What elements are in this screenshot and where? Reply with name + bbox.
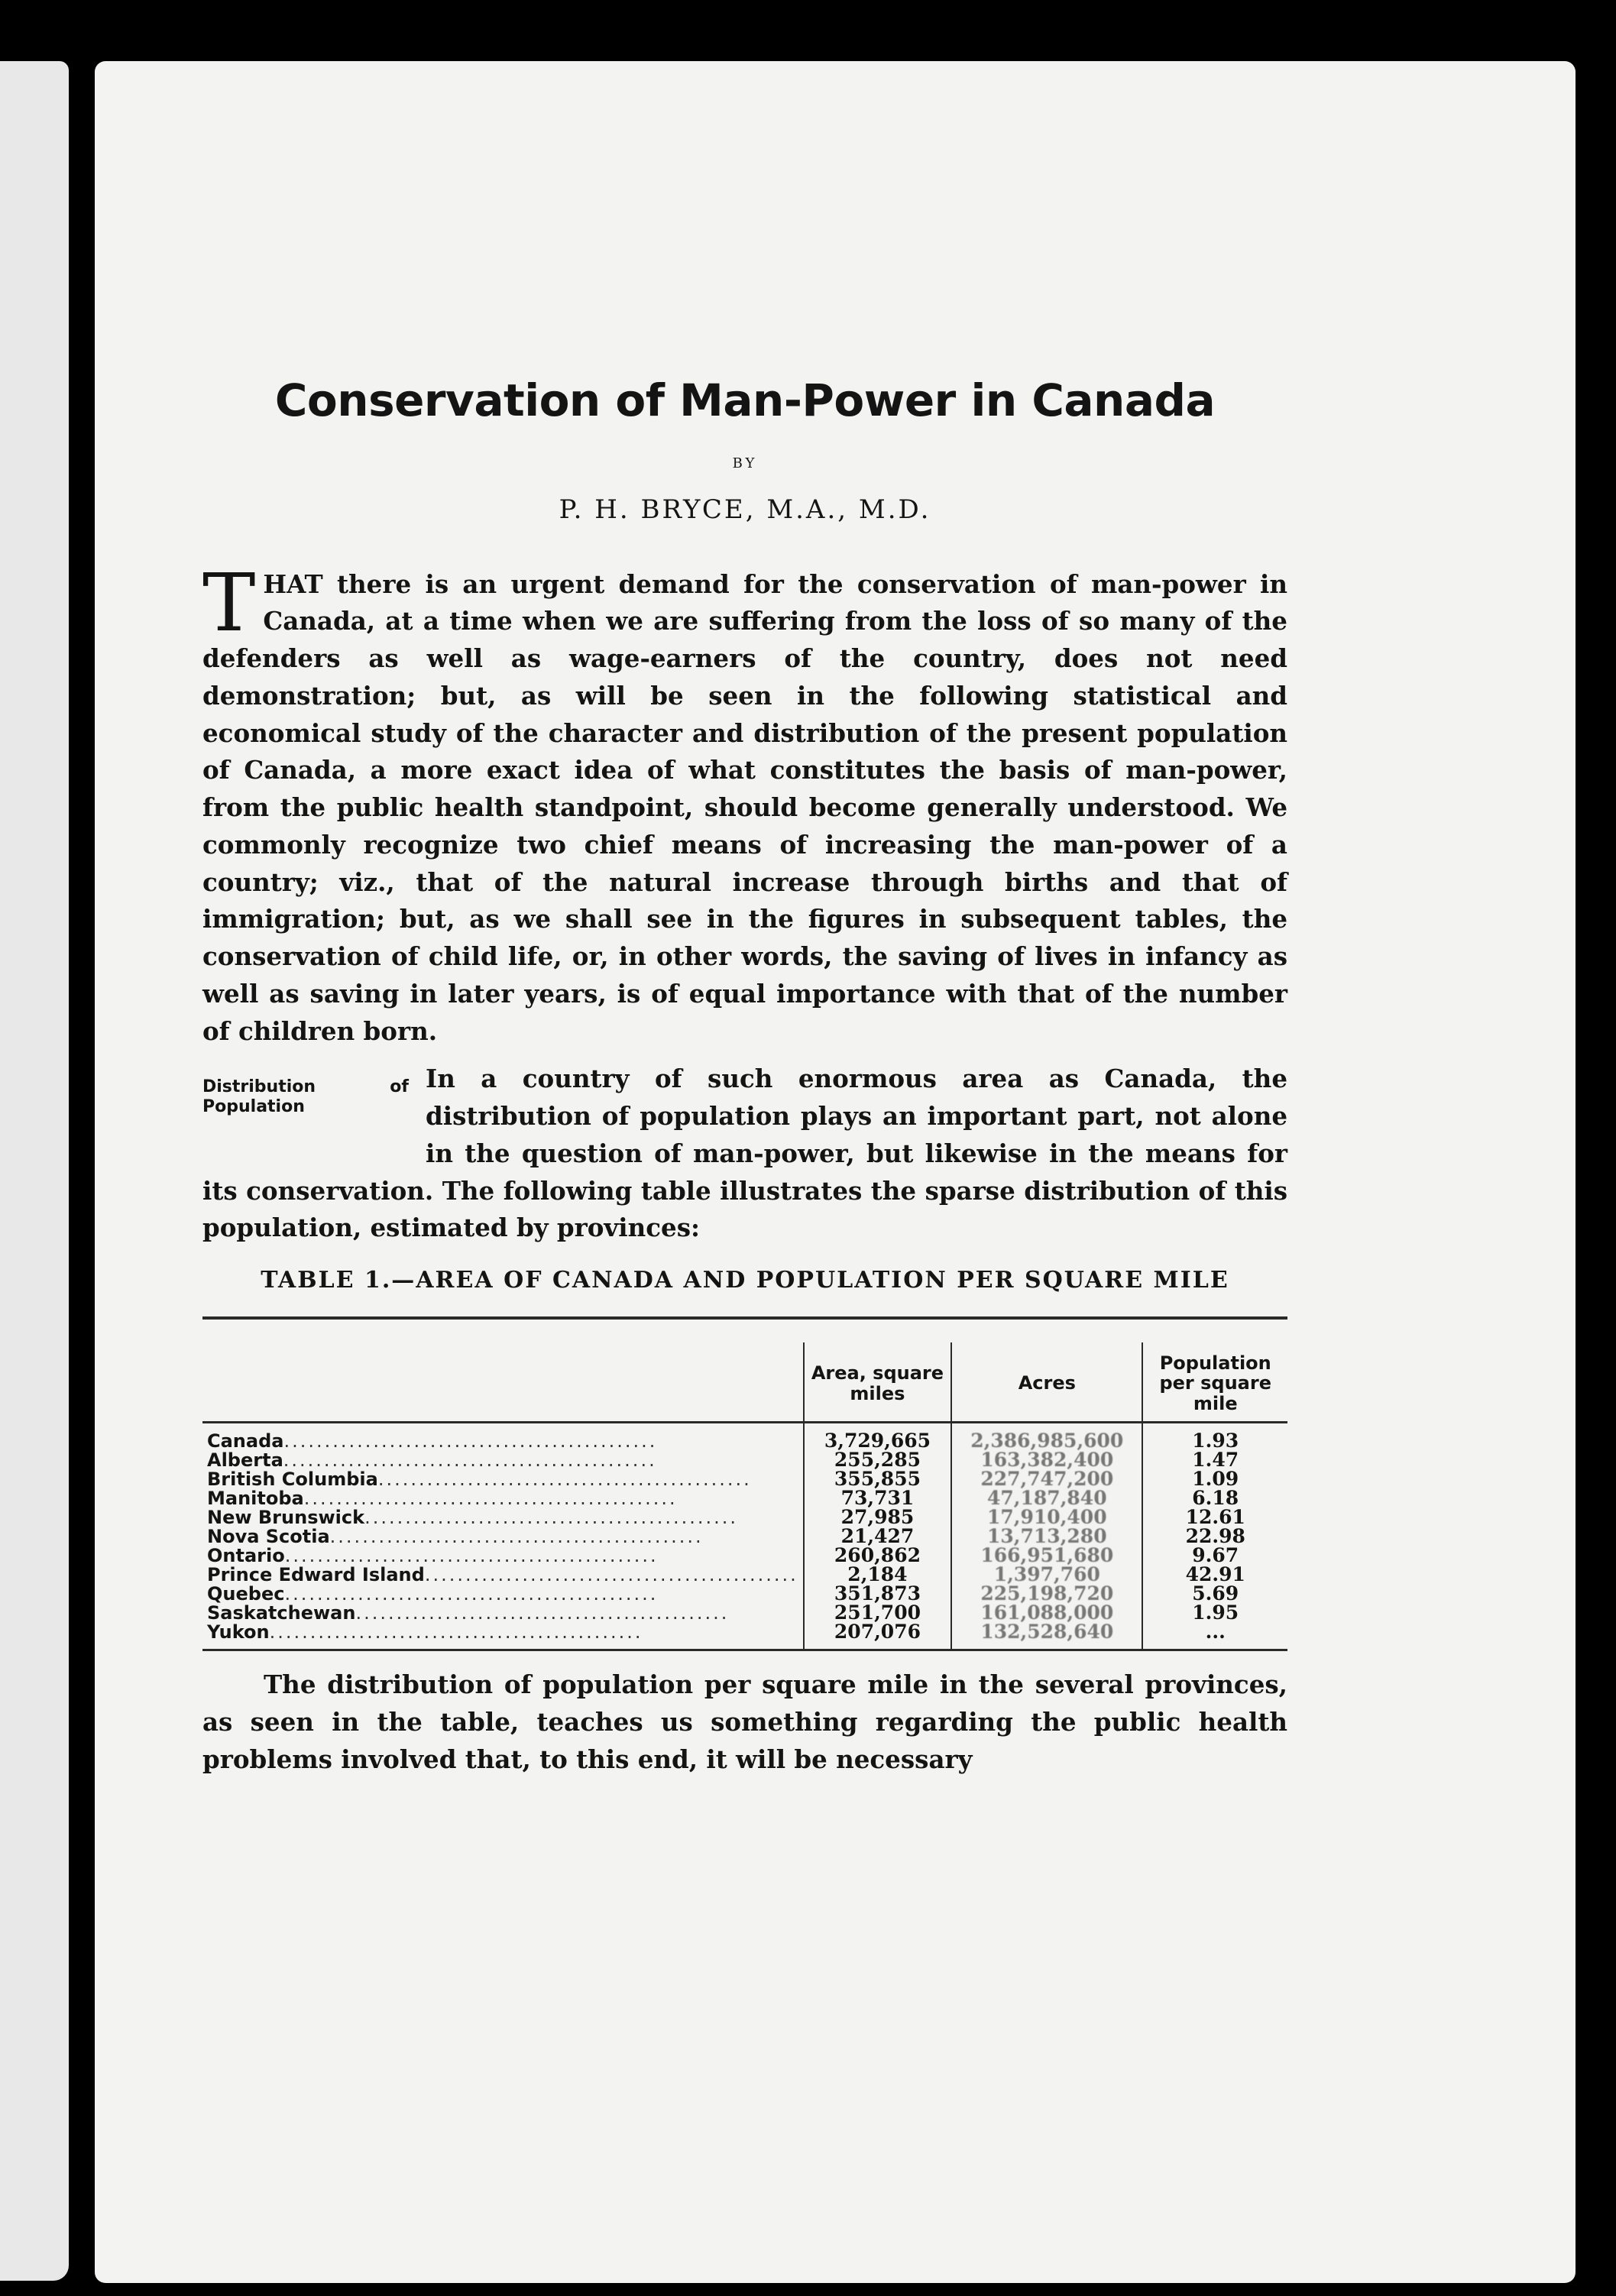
drop-cap: T xyxy=(202,555,256,649)
leader-dots: .............................................. xyxy=(269,1622,643,1643)
row-province-name xyxy=(202,1423,804,1451)
intro-paragraph xyxy=(202,555,1287,1051)
row-density-value: 9.67 xyxy=(1142,1546,1287,1565)
row-province-name xyxy=(202,1469,804,1488)
author-name: P. H. BRYCE, M.A., M.D. xyxy=(559,494,931,525)
row-acres-value: 227,747,200 xyxy=(951,1469,1142,1488)
row-area-value: 27,985 xyxy=(804,1507,951,1527)
table-body xyxy=(202,1423,1287,1650)
row-area-value: 21,427 xyxy=(804,1527,951,1546)
header-density: Population per square mile xyxy=(1142,1342,1287,1423)
leader-dots: .............................................. xyxy=(284,1546,659,1566)
table-row xyxy=(202,1565,1287,1584)
table-row xyxy=(202,1584,1287,1603)
table-row xyxy=(202,1488,1287,1507)
row-acres-value: 166,951,680 xyxy=(951,1546,1142,1565)
row-acres-value: 17,910,400 xyxy=(951,1507,1142,1527)
table-row xyxy=(202,1423,1287,1451)
province-name: Prince Edward Island xyxy=(207,1565,425,1585)
row-province-name xyxy=(202,1507,804,1527)
row-province-name xyxy=(202,1527,804,1546)
byline-label: BY xyxy=(732,455,758,471)
row-area-value: 255,285 xyxy=(804,1450,951,1469)
province-name: Saskatchewan xyxy=(207,1603,356,1623)
table-row xyxy=(202,1450,1287,1469)
row-density-value: 12.61 xyxy=(1142,1507,1287,1527)
population-table xyxy=(202,1342,1287,1649)
row-area-value: 207,076 xyxy=(804,1622,951,1649)
row-province-name xyxy=(202,1603,804,1622)
intro-paragraph-text: HAT there is an urgent demand for the conservation of man-power in Canada, at a time when we are suffering from the loss of so many of the defenders as well as wage-earners of the country, does not need demonstration; but, as will be seen in the following statistical and economical study of the character and distribution of the present population of Canada, a more exact idea of what constitutes the basis of man-power, from the public health standpoint, should become generally understood. We commonly recognize two chief means of increasing the man-power of a country; viz., that of the natural increase through births and that of immigration; but, as we shall see in the figures in subsequent tables, the conservation of child life, or, in other words, the saving of lives in infancy as well as saving in later years, is of equal importance with that of the number of children born. xyxy=(202,568,1287,1046)
row-density-value: 22.98 xyxy=(1142,1527,1287,1546)
page-content xyxy=(202,374,1287,1779)
province-name: Nova Scotia xyxy=(207,1527,330,1546)
row-area-value: 3,729,665 xyxy=(804,1423,951,1451)
leader-dots: .............................................. xyxy=(283,1450,657,1470)
header-area: Area, square miles xyxy=(804,1342,951,1423)
closing-paragraph: The distribution of population per square mile in the several provinces, as seen in the table, teaches us something regarding the public health problems involved that, to this end, it will be necessary xyxy=(202,1669,1287,1774)
leader-dots: .............................................. xyxy=(284,1584,659,1604)
table-row xyxy=(202,1603,1287,1622)
table-bottom-rule xyxy=(202,1649,1287,1651)
leader-dots: .............................................. xyxy=(329,1527,704,1546)
distribution-paragraph-text: In a country of such enormous area as Canada, the distribution of population plays an important part, not alone in the question of man-power, but likewise in the means for its conservation. The following table illustrates the sparse distribution of this population, estimated by provinces: xyxy=(202,1064,1287,1243)
row-province-name xyxy=(202,1565,804,1584)
row-density-value: 1.47 xyxy=(1142,1450,1287,1469)
province-name: Alberta xyxy=(207,1450,283,1470)
row-acres-value: 225,198,720 xyxy=(951,1584,1142,1603)
province-name: New Brunswick xyxy=(207,1507,365,1527)
row-area-value: 2,184 xyxy=(804,1565,951,1584)
row-density-value: 1.93 xyxy=(1142,1423,1287,1451)
row-acres-value: 1,397,760 xyxy=(951,1565,1142,1584)
row-area-value: 260,862 xyxy=(804,1546,951,1565)
table-title: TABLE 1.—AREA OF CANADA AND POPULATION PER SQUARE MILE xyxy=(261,1267,1229,1294)
row-area-value: 355,855 xyxy=(804,1469,951,1488)
adjacent-page-edge xyxy=(0,61,69,2281)
row-acres-value: 161,088,000 xyxy=(951,1603,1142,1622)
row-province-name xyxy=(202,1584,804,1603)
row-density-value: 5.69 xyxy=(1142,1584,1287,1603)
row-acres-value: 132,528,640 xyxy=(951,1622,1142,1649)
row-acres-value: 2,386,985,600 xyxy=(951,1423,1142,1451)
province-name: Yukon xyxy=(207,1622,270,1643)
province-name: Quebec xyxy=(207,1584,285,1604)
row-province-name xyxy=(202,1546,804,1565)
table-row xyxy=(202,1546,1287,1565)
row-province-name xyxy=(202,1622,804,1649)
table-row xyxy=(202,1527,1287,1546)
leader-dots: .............................................. xyxy=(283,1430,658,1451)
row-area-value: 73,731 xyxy=(804,1488,951,1507)
population-table-block xyxy=(202,1316,1287,1651)
leader-dots: .............................................. xyxy=(424,1565,798,1585)
row-area-value: 351,873 xyxy=(804,1584,951,1603)
table-row xyxy=(202,1469,1287,1488)
row-density-value: 6.18 xyxy=(1142,1488,1287,1507)
province-name: Canada xyxy=(207,1430,284,1451)
header-acres: Acres xyxy=(951,1342,1142,1423)
row-acres-value: 13,713,280 xyxy=(951,1527,1142,1546)
leader-dots: .............................................. xyxy=(377,1469,752,1489)
province-name: British Columbia xyxy=(207,1469,378,1489)
table-row xyxy=(202,1622,1287,1649)
row-province-name xyxy=(202,1450,804,1469)
row-area-value: 251,700 xyxy=(804,1603,951,1622)
leader-dots: .............................................. xyxy=(303,1488,678,1508)
row-density-value: ... xyxy=(1142,1622,1287,1649)
leader-dots: .............................................. xyxy=(355,1603,730,1623)
province-name: Ontario xyxy=(207,1546,285,1566)
leader-dots: .............................................. xyxy=(364,1507,738,1527)
row-density-value: 1.09 xyxy=(1142,1469,1287,1488)
row-density-value: 42.91 xyxy=(1142,1565,1287,1584)
side-heading: Distribution of Population xyxy=(202,1077,409,1116)
province-name: Manitoba xyxy=(207,1488,304,1508)
table-stub-header xyxy=(202,1342,804,1423)
row-province-name xyxy=(202,1488,804,1507)
row-density-value: 1.95 xyxy=(1142,1603,1287,1622)
article-title: Conservation of Man-Power in Canada xyxy=(274,374,1216,426)
row-acres-value: 47,187,840 xyxy=(951,1488,1142,1507)
row-acres-value: 163,382,400 xyxy=(951,1450,1142,1469)
distribution-paragraph xyxy=(202,1061,1287,1247)
table-row xyxy=(202,1507,1287,1527)
